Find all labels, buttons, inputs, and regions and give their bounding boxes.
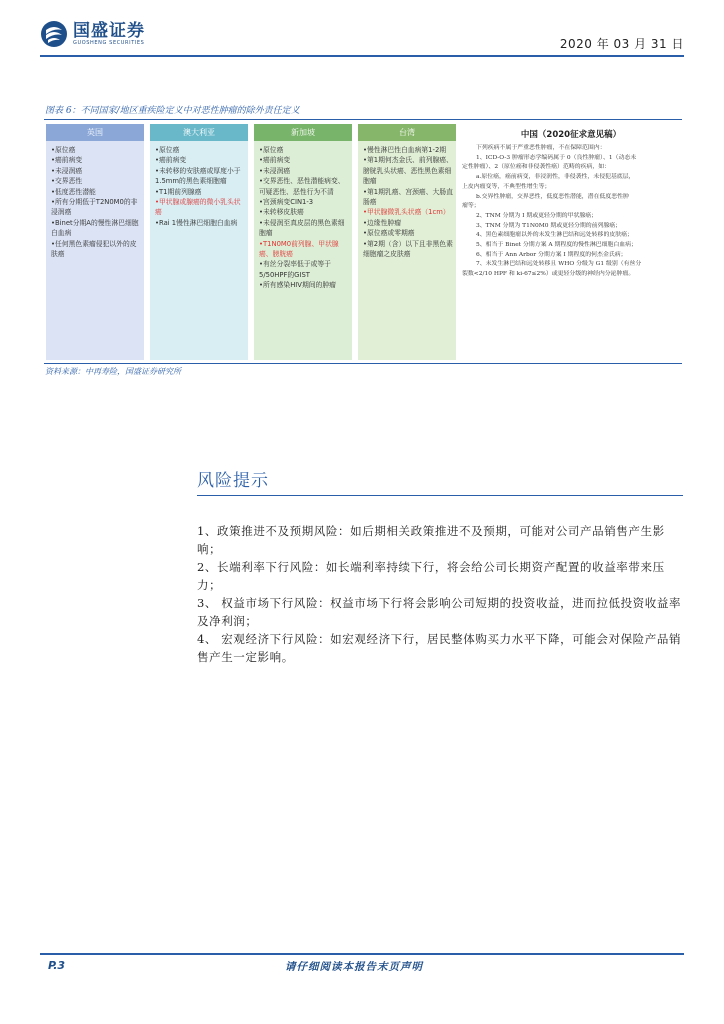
china-text-line: 4、黑色素细胞瘤以外的未发生淋巴结和远处转移的皮肤癌； [476, 232, 633, 239]
disclaimer-note: 请仔细阅读本报告末页声明 [285, 961, 423, 973]
exclusion-item: •交界恶性、恶性潜能病变、可疑恶性、恶性行为不清 [259, 177, 345, 196]
china-text-line: 1、ICD-O-3 肿瘤形态学编码属于 0（良性肿瘤）、1（动态未 [476, 154, 637, 161]
figure-caption: 图表 6：不同国家/地区重疾险定义中对恶性肿瘤的除外责任定义 [45, 106, 300, 116]
column-body [254, 141, 352, 360]
column-body [358, 141, 456, 360]
exclusion-item: •原位癌 [155, 146, 180, 154]
exclusion-item: •任何黑色素瘤侵犯以外的皮肤癌 [51, 239, 137, 259]
exclusion-item: •甲状腺微乳头状癌（1cm） [363, 208, 450, 217]
china-text-line: 裂数<2/10 HPF 和 ki-67≤2%）或更轻分级的神经内分泌肿瘤。 [462, 271, 635, 278]
exclusion-item: •低度恶性潜能 [51, 187, 96, 196]
column-header: 澳大利亚 [150, 124, 248, 141]
china-text-line: 2、TNM 分期为 I 期或更轻分期的甲状腺癌； [476, 212, 598, 219]
guosheng-logo-icon [40, 20, 68, 48]
exclusion-item: •原位癌 [51, 146, 76, 154]
china-text-line: 瘤等； [462, 203, 480, 210]
risk-item: 1、政策推进不及预期风险：如后期相关政策推进不及预期，可能对公司产品销售产生影响； [197, 524, 665, 556]
column-body [46, 141, 144, 360]
page-number: P.3 [48, 959, 66, 972]
report-date: 2020 年 03 月 31 日 [559, 37, 684, 51]
logo-english-name: GUOSHENG SECURITIES [73, 39, 145, 46]
column-body [150, 141, 248, 360]
exclusion-item: •T1N0M0前列腺、甲状腺癌、膀胱癌 [259, 239, 339, 259]
china-text-line: 6、相当于 Ann Arbor 分期方案 I 期程度的何杰金氏病； [476, 251, 627, 258]
column-china [462, 124, 680, 360]
exclusion-item: •癌前病变 [51, 156, 83, 165]
exclusion-item: •第1期乳癌、宫颈癌、大肠直肠癌 [363, 187, 453, 207]
exclusion-item: •癌前病变 [155, 156, 187, 165]
header-divider [40, 55, 684, 57]
exclusion-item: •第2期（含）以下且非黑色素细胞瘤之皮肤癌 [363, 239, 453, 259]
china-text-line: 7、未发生淋巴结和远处转移且 WHO 分级为 G1 级别（有丝分 [476, 261, 642, 268]
exclusion-item: •癌前病变 [259, 156, 291, 165]
figure-source: 资料来源：中再寿险，国盛证券研究所 [45, 367, 181, 376]
china-text-line: 定性肿瘤）、2（原位癌和非侵袭性癌）范畴的疾病，如： [462, 164, 611, 171]
risk-item: 3、 权益市场下行风险：权益市场下行将会影响公司短期的投资收益，进而拉低投资收益率及净利润； [197, 596, 682, 628]
exclusion-item: •交界恶性 [51, 177, 83, 186]
column-uk [46, 124, 144, 360]
exclusion-item: •慢性淋巴性白血病第1-2期 [363, 146, 447, 154]
exclusion-item: •T1期前列腺癌 [155, 187, 202, 196]
risk-item: 4、 宏观经济下行风险：如宏观经济下行，居民整体购买力水平下降，可能会对保险产品销售产生一定影响。 [197, 632, 682, 664]
column-header: 新加坡 [254, 124, 352, 141]
exclusion-item: •Rai 1慢性淋巴细胞白血病 [155, 218, 238, 227]
risk-item: 2、长端利率下行风险：如长端利率持续下行，将会给公司长期资产配置的收益率带来压力； [197, 560, 665, 592]
exclusion-item: •未浸润癌 [259, 166, 291, 175]
exclusion-item: •原位癌或零期癌 [363, 229, 415, 238]
risk-list [197, 522, 683, 666]
exclusion-item: •甲状腺或腺癌的微小乳头状癌 [155, 198, 241, 217]
exclusion-item: •未浸润癌 [51, 166, 83, 175]
china-text-line: 3、TNM 分期为 T1N0M0 期或更轻分期的前列腺癌； [476, 222, 622, 229]
column-singapore [254, 124, 352, 360]
exclusion-item: •所有分期低于T2N0M0的非浸润癌 [51, 198, 138, 217]
exclusion-item: •宫颈病变CIN1-3 [259, 198, 314, 207]
exclusion-item: •未转移皮肤癌 [259, 208, 304, 217]
china-column-title: 中国（2020征求意见稿） [520, 130, 622, 140]
figure-exclusion-comparison [44, 119, 682, 364]
exclusion-item: •所有感染HIV期间的肿瘤 [259, 281, 336, 290]
column-header: 台湾 [358, 124, 456, 141]
china-column-body [462, 144, 680, 280]
column-header: 英国 [46, 124, 144, 141]
china-text-line: 上皮内瘤变等，不典型性增生等； [462, 183, 551, 190]
china-text-line: b.交界性肿瘤，交界恶性，低度恶性潜能，潜在低度恶性肿 [476, 193, 629, 200]
china-text-line: a.原位癌，癌前病变，非浸润性，非侵袭性，未侵犯基底层， [476, 174, 635, 181]
column-taiwan [358, 124, 456, 360]
exclusion-item: •边缘性肿瘤 [363, 218, 401, 227]
china-text-line: 5、相当于 Binet 分期方案 A 期程度的慢性淋巴细胞白血病； [476, 242, 637, 249]
company-logo [40, 20, 145, 48]
exclusion-item: •Binet分期A的慢性淋巴细胞白血病 [51, 218, 139, 238]
section-title-risk: 风险提示 [197, 471, 269, 491]
exclusion-item: •第1期何杰金氏、前列腺癌、膀胱乳头状癌、恶性黑色素细胞瘤 [363, 156, 453, 186]
exclusion-item: •有丝分裂率低于或等于5/50HPF的GIST [259, 260, 331, 279]
column-australia [150, 124, 248, 360]
exclusion-item: •未转移的安肤癌或厚度小于1.5mm的黑色素细胞瘤 [155, 166, 241, 186]
logo-chinese-name: 国盛证券 [73, 20, 145, 41]
section-divider [197, 495, 683, 496]
exclusion-item: •未侵润至真皮层的黑色素细胞瘤 [259, 218, 345, 238]
china-text-line: 下列疾病不属于严重恶性肿瘤，不在保障范围内： [476, 145, 606, 151]
exclusion-item: •原位癌 [259, 146, 284, 154]
footer-divider [40, 953, 684, 955]
page-header [40, 18, 684, 54]
